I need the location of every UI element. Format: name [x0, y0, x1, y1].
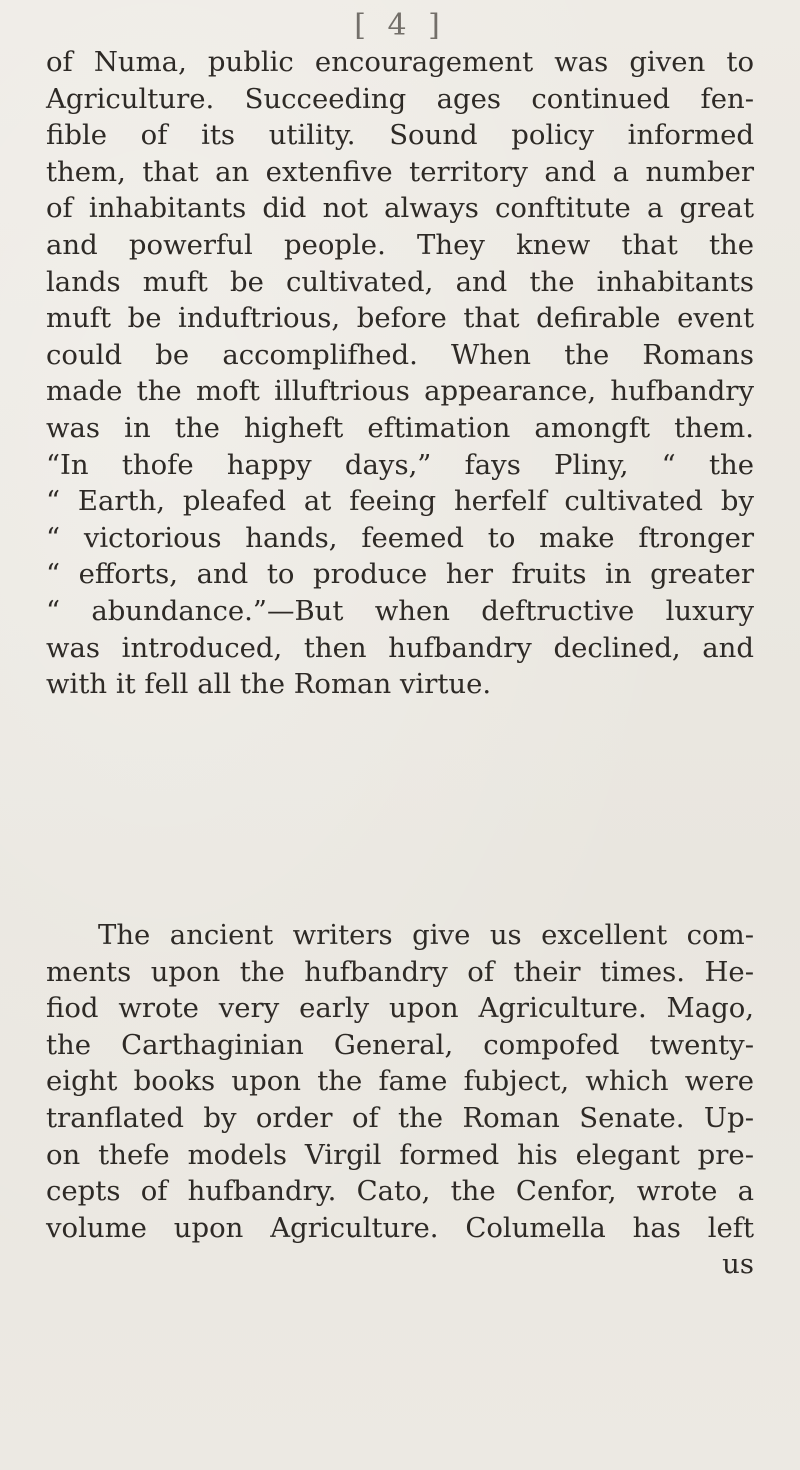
text-line: “ efforts, and to produce her fruits in greater	[46, 558, 754, 591]
text-line: made the moft illuftrious appearance, hufbandry	[46, 375, 754, 408]
text-line: fible of its utility. Sound policy informed	[46, 119, 754, 152]
catchword: us	[722, 1248, 754, 1281]
paragraph-1	[46, 44, 754, 703]
text-line: cepts of hufbandry. Cato, the Cenfor, wrote a	[46, 1175, 754, 1208]
text-line: “ victorious hands, feemed to make ftronger	[46, 521, 754, 554]
text-line: of inhabitants did not always conftitute a great	[46, 192, 754, 225]
text-line: volume upon Agriculture. Columella has left	[46, 1211, 754, 1244]
text-line: ments upon the hufbandry of their times. He-	[46, 955, 754, 988]
text-line: tranflated by order of the Roman Senate. Up-	[46, 1101, 754, 1134]
paragraph-2	[46, 917, 754, 1283]
text-line: was in the higheft eftimation amongft them.	[46, 411, 754, 444]
text-line: “ Earth, pleafed at feeing herfelf cultivated by	[46, 485, 754, 518]
text-line: and powerful people. They knew that the	[46, 228, 754, 261]
text-line: “In thofe happy days,” fays Pliny, “ the	[46, 448, 754, 481]
text-line: “ abundance.”—But when deftructive luxury	[46, 594, 754, 627]
text-line: The ancient writers give us excellent com-	[98, 919, 754, 951]
text-line: muft be induftrious, before that defirable event	[46, 302, 754, 335]
text-line: of Numa, public encouragement was given to	[46, 46, 754, 78]
page-number: [ 4 ]	[354, 8, 446, 43]
text-line: was introduced, then hufbandry declined, and	[46, 631, 754, 664]
text-line: Agriculture. Succeeding ages continued fen-	[46, 82, 754, 115]
text-line: on thefe models Virgil formed his elegant pre-	[46, 1138, 754, 1171]
text-line: fiod wrote very early upon Agriculture. Mago,	[46, 992, 754, 1025]
text-line: eight books upon the fame fubject, which were	[46, 1065, 754, 1098]
text-line: them, that an extenfive territory and a number	[46, 155, 754, 188]
text-line: the Carthaginian General, compofed twenty-	[46, 1028, 754, 1061]
text-line: could be accomplifhed. When the Romans	[46, 338, 754, 371]
text-line: lands muft be cultivated, and the inhabitants	[46, 265, 754, 298]
text-line: with it fell all the Roman virtue.	[46, 668, 492, 701]
